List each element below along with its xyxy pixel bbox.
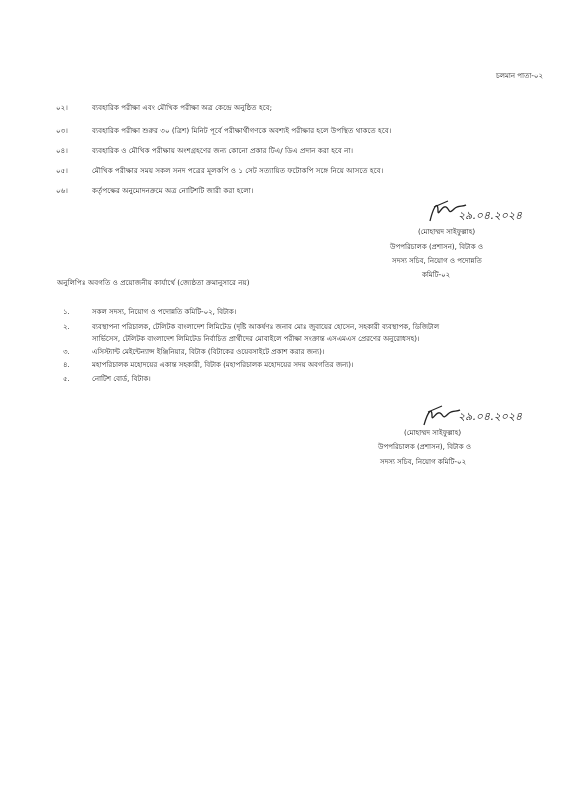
- signatory-title: কমিটি-০২: [422, 271, 451, 279]
- signatory-title: উপপরিচালক (প্রশাসন), বিটাক ও: [378, 443, 472, 451]
- signature-date: ২৯.০৪.২০২৪: [458, 209, 523, 222]
- signatory-name: (মোহাম্মদ সাইফুল্লাহ): [418, 228, 476, 236]
- signatory-name: (মোহাম্মদ সাইফুল্লাহ): [404, 429, 462, 437]
- copy-number: ২.: [63, 323, 70, 331]
- signatory-title: সদস্য সচিব, নিয়োগ কমিটি-০২: [380, 458, 467, 466]
- instruction-text: ব্যবহারিক পরীক্ষা শুরুর ৩০ (ত্রিশ) মিনিট পূর্বে পরীক্ষার্থীগণকে অবশ্যই পরীক্ষার হলে উপস্থিত থাকতে হবে।: [92, 126, 392, 135]
- instruction-number: ০৩।: [56, 126, 68, 135]
- signature-date: ২৯.০৪.২০২৪: [458, 410, 523, 423]
- copy-number: ৪.: [63, 361, 70, 369]
- copy-item: এসিস্ট্যান্ট মেইন্টেন্যান্স ইঞ্জিনিয়ার, বিটাক (বিটাকের ওয়েবসাইটে প্রকাশ করার জন্য)।: [92, 348, 325, 356]
- copy-item: ব্যবস্থাপনা পরিচালক, টেলিটক বাংলাদেশ লিমিটেড (দৃষ্টি আকর্ষণঃ জনাব মোঃ জুবায়ের হোসেন, সহকারী ব্যবস্থাপক, ডিজিটাল: [92, 323, 440, 331]
- instruction-number: ০৬।: [56, 186, 68, 195]
- copy-item-continuation: সার্ভিসেস, টেলিটক বাংলাদেশ লিমিটেড নির্বাচিত প্রার্থীদের মোবাইলে পরীক্ষা সংক্রান্ত এসএমএস প্রেরণের অনুরোধসহ)।: [92, 335, 420, 343]
- instruction-text: ব্যবহারিক ও মৌখিক পরীক্ষায় অংশগ্রহণের জন্য কোনো প্রকার টিএ/ ডিএ প্রদান করা হবে না।: [92, 146, 354, 155]
- copy-item: নোটিশ বোর্ড, বিটাক।: [92, 375, 151, 383]
- instruction-text: মৌখিক পরীক্ষার সময় সকল সনদ পত্রের মূলকপি ও ১ সেট সত্যায়িত ফটোকপি সঙ্গে নিয়ে আসতে হবে।: [92, 166, 384, 175]
- instruction-number: ০২।: [56, 103, 68, 112]
- signatory-title: সদস্য সচিব, নিয়োগ ও পদোন্নতি: [392, 257, 482, 265]
- copy-item: সকল সদস্য, নিয়োগ ও পদোন্নতি কমিটি-০২, বিটাক।: [92, 308, 237, 316]
- copy-number: ৫.: [63, 375, 70, 383]
- copy-item: মহাপরিচালক মহোদয়ের একান্ত সহকারী, বিটাক (মহাপরিচালক মহোদয়ের সদয় অবগতির জন্য)।: [92, 361, 354, 369]
- instruction-text: কর্তৃপক্ষের অনুমোদনক্রমে অত্র নোটিশটি জারী করা হলো।: [92, 186, 254, 195]
- copy-number: ১.: [63, 308, 70, 316]
- instruction-number: ০৫।: [56, 166, 68, 175]
- instruction-text: ব্যবহারিক পরীক্ষা এবং মৌখিক পরীক্ষা অত্র কেন্দ্রে অনুষ্ঠিত হবে;: [92, 103, 273, 112]
- instruction-number: ০৪।: [56, 146, 68, 155]
- copy-number: ৩.: [63, 348, 70, 356]
- page-label: চলমান পাতা-০২: [495, 72, 543, 80]
- copy-list-title: অনুলিপিঃ অবগতি ও প্রয়োজনীয় কার্যার্থে (জ্যেষ্ঠতা ক্রমানুসারে নয়): [57, 278, 250, 287]
- signatory-title: উপপরিচালক (প্রশাসন), বিটাক ও: [390, 243, 484, 251]
